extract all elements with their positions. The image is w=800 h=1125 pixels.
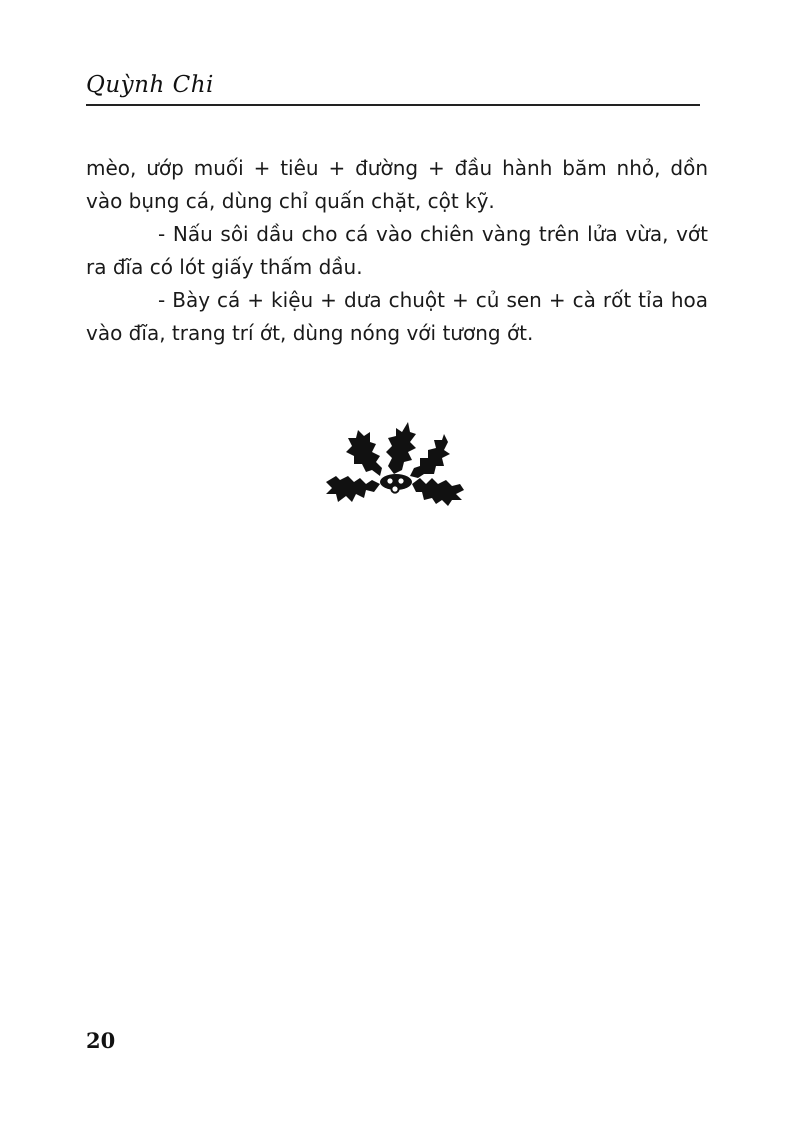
header-rule	[86, 104, 700, 106]
holly-berry	[397, 477, 404, 484]
holly-berry	[386, 477, 393, 484]
page-number: 20	[86, 1028, 116, 1053]
holly-leaf-lower-left	[326, 476, 380, 502]
body-text	[86, 152, 708, 350]
holly-ornament-icon	[322, 418, 468, 508]
running-header-title: Quỳnh Chi	[86, 72, 214, 98]
paragraph-3: - Bày cá + kiệu + dưa chuột + củ sen + cà rốt tỉa hoa vào đĩa, trang trí ớt, dùng nóng với tương ớt.	[86, 288, 708, 345]
paragraph-1: mèo, ướp muối + tiêu + đường + đầu hành băm nhỏ, dồn vào bụng cá, dùng chỉ quấn chặt, cột kỹ.	[86, 156, 708, 213]
paragraph-2: - Nấu sôi dầu cho cá vào chiên vàng trên lửa vừa, vớt ra đĩa có lót giấy thấm dầu.	[86, 222, 708, 279]
holly-leaf-upper-left	[346, 430, 382, 476]
holly-leaf-upper-right	[410, 434, 450, 478]
holly-berry	[391, 485, 398, 492]
holly-leaf-lower-right	[412, 478, 464, 506]
holly-leaf-upper-center	[386, 422, 416, 474]
